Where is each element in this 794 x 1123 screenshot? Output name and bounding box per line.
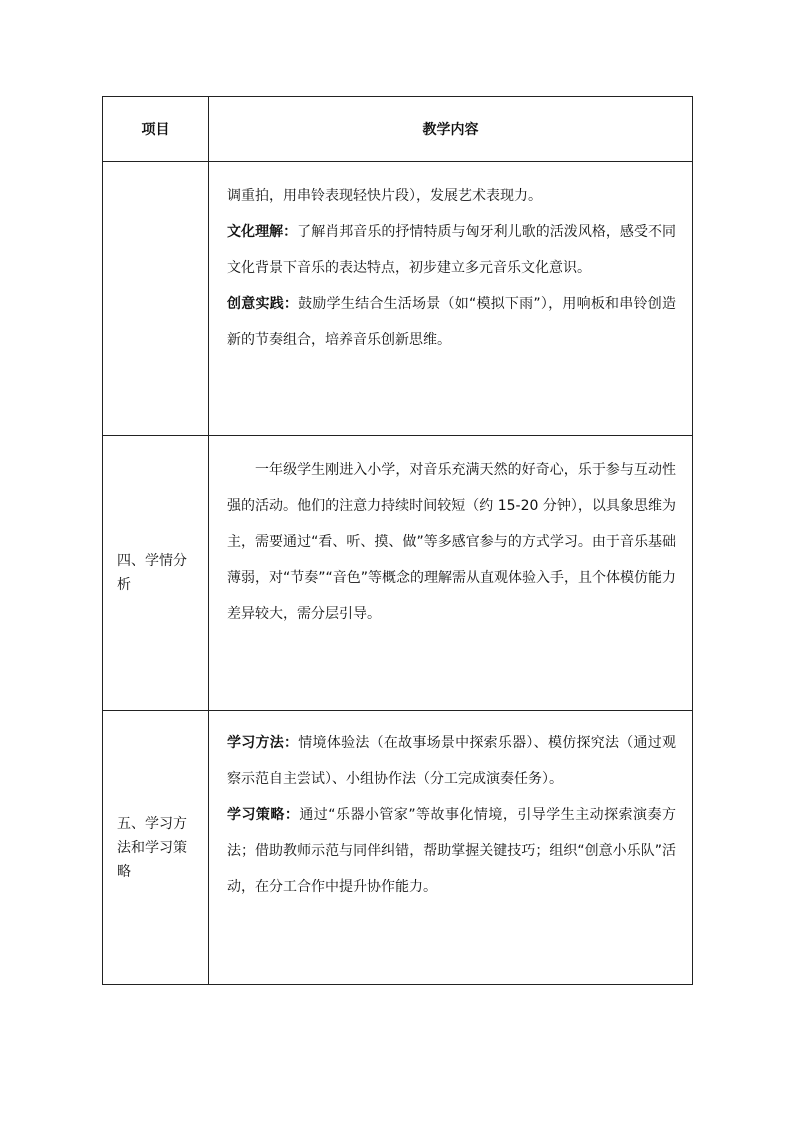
table-row <box>103 162 693 436</box>
paragraph-text: 鼓励学生结合生活场景（如“模拟下雨”），用响板和串铃创造新的节奏组合，培养音乐创新思维。 <box>227 296 676 348</box>
paragraph-text: 通过“乐器小管家”等故事化情境，引导学生主动探索演奏方法；借助教师示范与同伴纠错，帮助掌握关键技巧；组织“创意小乐队”活动，在分工合作中提升协作能力。 <box>227 807 676 895</box>
paragraph-text: 了解肖邦音乐的抒情特质与匈牙利儿歌的活泼风格，感受不同文化背景下音乐的表达特点，初步建立多元音乐文化意识。 <box>227 224 677 276</box>
paragraph-lead: 创意实践： <box>227 296 299 312</box>
content-paragraph <box>227 797 676 905</box>
paragraph-lead: 文化理解： <box>227 224 298 240</box>
row-content <box>209 711 693 985</box>
paragraph-text: 一年级学生刚进入小学，对音乐充满天然的好奇心，乐于参与互动性强的活动。他们的注意力持续时间较短（约 15-20 分钟），以具象思维为主，需要通过“看、听、摸、做”等多感官参与的方式学习。由于音乐基础薄弱，对“节奏”“音色”等概念的理解需从直观体验入手，且个体模仿能力差异较大，需分层引导。 <box>227 462 677 622</box>
row-content <box>209 436 693 711</box>
content-paragraph <box>227 725 676 797</box>
table-header-row <box>103 97 693 162</box>
row-item-label: 五、学习方法和学习策略 <box>103 711 209 985</box>
content-paragraph <box>227 214 676 286</box>
content-paragraph <box>227 286 676 358</box>
content-paragraph <box>227 452 676 632</box>
paragraph-lead: 学习方法： <box>227 735 299 751</box>
teaching-content-table <box>102 96 693 985</box>
header-content: 教学内容 <box>209 97 693 162</box>
row-content <box>209 162 693 436</box>
header-item: 项目 <box>103 97 209 162</box>
paragraph-text: 调重拍，用串铃表现轻快片段），发展艺术表现力。 <box>227 188 542 204</box>
paragraph-text: 情境体验法（在故事场景中探索乐器）、模仿探究法（通过观察示范自主尝试）、小组协作法（分工完成演奏任务）。 <box>227 735 677 787</box>
row-item-label <box>103 162 209 436</box>
table-row <box>103 711 693 985</box>
row-item-label: 四、学情分析 <box>103 436 209 711</box>
table-row <box>103 436 693 711</box>
paragraph-lead: 学习策略： <box>227 807 300 823</box>
content-paragraph <box>227 178 676 214</box>
